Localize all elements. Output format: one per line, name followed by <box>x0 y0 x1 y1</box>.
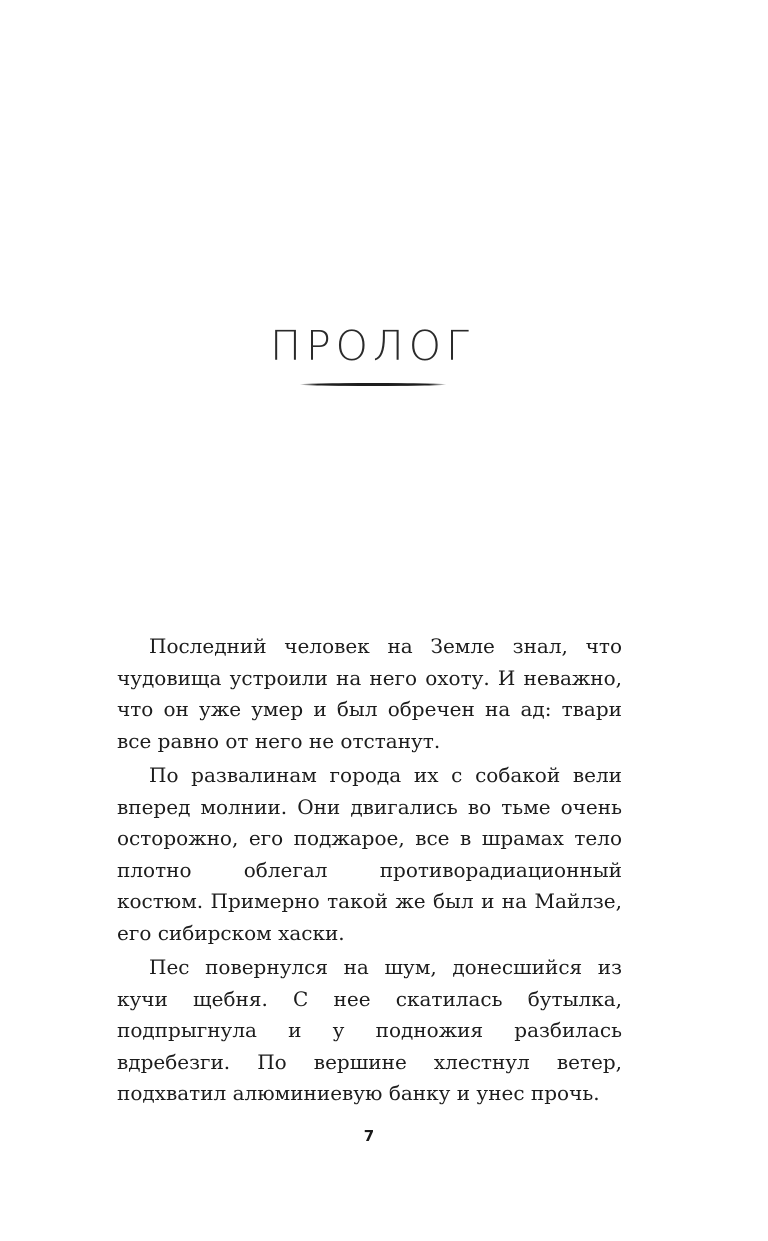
paragraph-2: По развалинам города их с собакой вели вперед молнии. Они двигались во тьме очень осторожно, его поджарое, все в шрамах тело плотно облегал противорадиационный костюм. Примерно такой же был и на Майлзе, его сибирском хаски. <box>117 763 622 945</box>
paragraph-3: Пес повернулся на шум, донесшийся из кучи щебня. С нее скатилась бутылка, подпрыгнула и у подножия разбилась вдребезги. По вершине хлестнул ветер, подхватил алюминиевую банку и унес прочь. <box>117 955 622 1105</box>
page-number: 7 <box>363 1127 375 1145</box>
title-underline <box>300 383 446 386</box>
paragraph-1: Последний человек на Земле знал, что чудовища устроили на него охоту. И неважно, что он уже умер и был обречен на ад: твари все равно от него не отстанут. <box>117 634 622 753</box>
body-text <box>117 631 622 1113</box>
chapter-title: ПРОЛОГ <box>270 322 474 370</box>
